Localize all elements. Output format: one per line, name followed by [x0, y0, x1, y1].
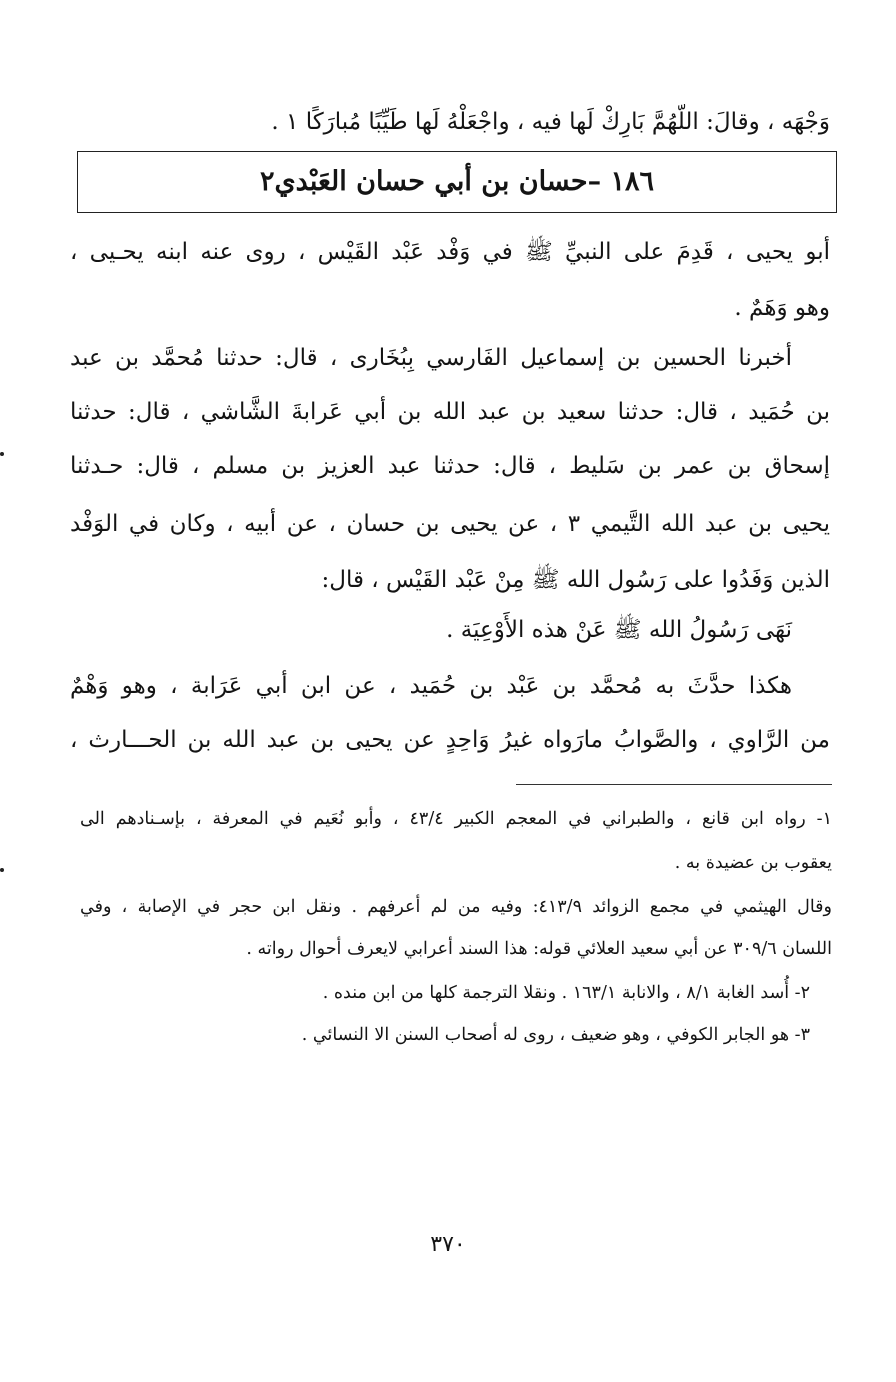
footnote-separator	[516, 784, 832, 785]
text-line-6: إسحاق بن عمر بن سَليط ، قال: حدثنا عبد العزيز بن مسلم ، قال: حـدثنا	[70, 453, 830, 479]
text-line-8: الذين وَفَدُوا على رَسُول الله ﷺ مِنْ عَبْد القَيْس ، قال:	[321, 567, 830, 593]
text-line-9: نَهَى رَسُولُ الله ﷺ عَنْ هذه الأَوْعِيَة .	[446, 617, 792, 643]
footnote-1-line-1: ١- رواه ابن قانع ، والطبراني في المعجم الكبير ٤٣/٤ ، وأبو نُعَيم في المعرفة ، بإسـنادهم الى	[80, 809, 832, 829]
text-line-10: هكذا حدَّثَ به مُحمَّد بن عَبْد بن حُمَيد ، عن ابن أبي عَرَابة ، وهو وَهْمٌ	[70, 673, 792, 699]
footnote-2: ٢- أُسد الغابة ٨/١ ، والانابة ١٦٣/١ . ونقلا الترجمة كلها من ابن منده .	[322, 983, 810, 1003]
footnote-1-line-3: وقال الهيثمي في مجمع الزوائد ٤١٣/٩: وفيه من لم أعرفهم . ونقل ابن حجر في الإصابة ، وفي	[80, 897, 832, 917]
text-line-7: يحيى بن عبد الله التَّيمي ٣ ، عن يحيى بن حسان ، عن أبيه ، وكان في الوَفْد	[70, 511, 830, 537]
footnote-1-line-2: يعقوب بن عضيدة به .	[674, 853, 832, 873]
scan-mark	[0, 868, 4, 872]
footnote-1-line-4: اللسان ٣٠٩/٦ عن أبي سعيد العلائي قوله: هذا السند أعرابي لايعرف أحوال رواته .	[246, 939, 832, 959]
scan-mark	[0, 452, 4, 456]
text-line-4: أخبرنا الحسين بن إسماعيل الفَارسي بِبُخَارى ، قال: حدثنا مُحمَّد بن عبد	[70, 345, 792, 371]
entry-title-box	[77, 151, 837, 213]
footnote-3: ٣- هو الجابر الكوفي ، وهو ضعيف ، روى له أصحاب السنن الا النسائي .	[301, 1025, 810, 1045]
text-line-1: وَجْهَه ، وقالَ: اللّهُمَّ بَارِكْ لَها فيه ، واجْعَلْهُ لَها طَيِّبًا مُبارَكًا ١ .	[271, 109, 830, 135]
text-line-2: أبو يحيى ، قَدِمَ على النبيِّ ﷺ في وَفْد عَبْد القَيْس ، روى عنه ابنه يحـيى ،	[70, 239, 830, 265]
entry-title: ١٨٦ –حسان بن أبي حسان العَبْدي٢	[260, 166, 654, 197]
text-line-5: بن حُمَيد ، قال: حدثنا سعيد بن عبد الله بن أبي عَرابةَ الشَّاشي ، قال: حدثنا	[70, 399, 830, 425]
page-number: ٣٧٠	[430, 1232, 466, 1257]
text-line-11: من الرَّاوي ، والصَّوابُ مارَواه غيرُ وَاحِدٍ عن يحيى بن عبد الله بن الحـــارث ،	[70, 727, 830, 753]
text-line-3: وهو وَهَمٌ .	[734, 295, 830, 321]
